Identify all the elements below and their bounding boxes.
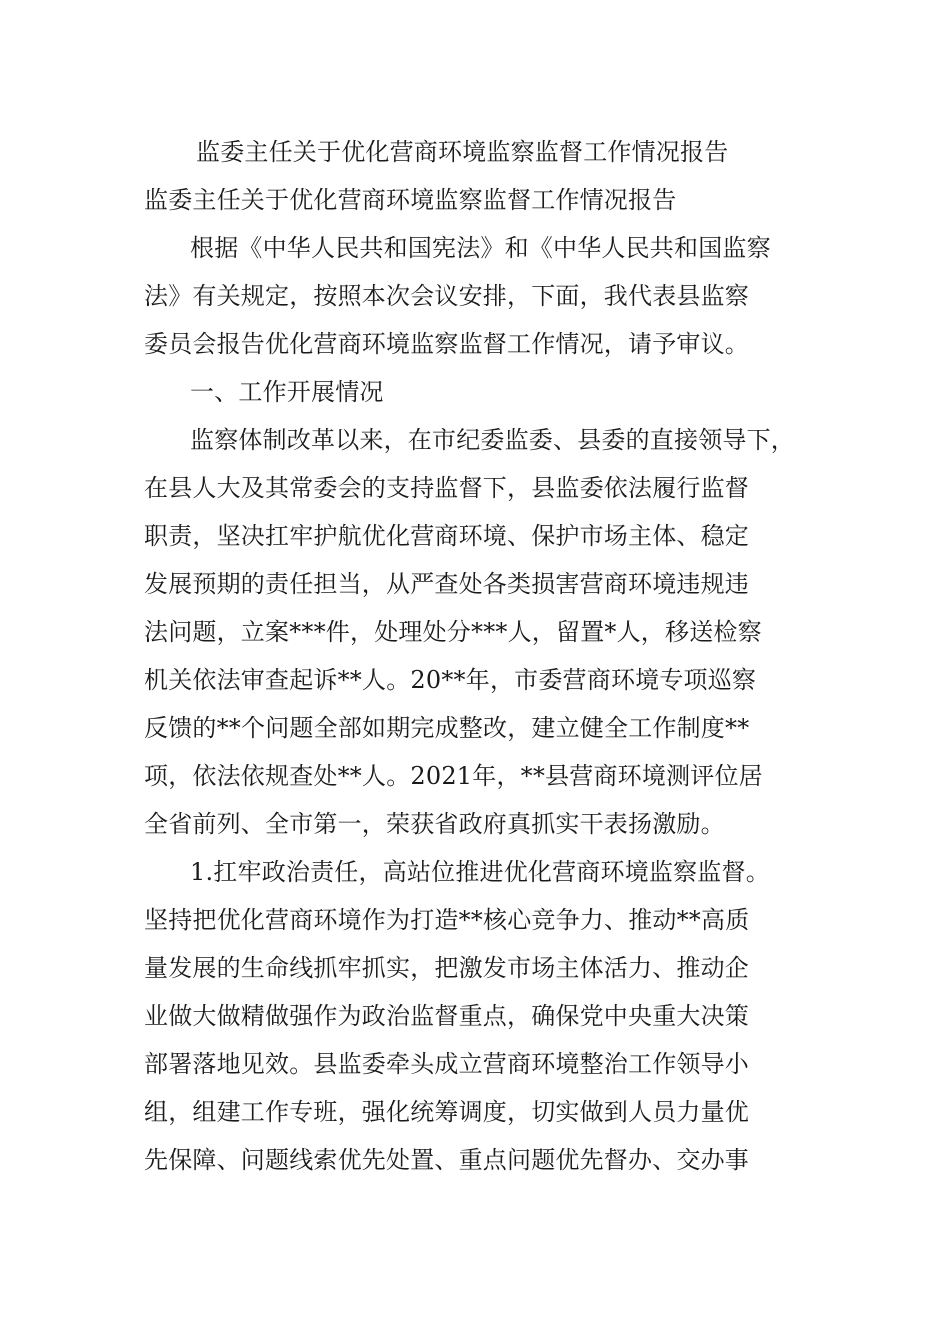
- paragraph-line: 根据《中华人民共和国宪法》和《中华人民共和国监察: [190, 234, 771, 262]
- paragraph-line: 部署落地见效。县监委牵头成立营商环境整治工作领导小: [144, 1050, 749, 1078]
- paragraph-line: 项，依法依规查处**人。2021年，**县营商环境测评位居: [144, 762, 763, 790]
- paragraph-line: 法》有关规定，按照本次会议安排，下面，我代表县监察: [144, 282, 749, 310]
- paragraph-line: 量发展的生命线抓牢抓实，把激发市场主体活力、推动企: [144, 954, 749, 982]
- paragraph-line: 法问题，立案***件，处理处分***人，留置*人，移送检察: [144, 618, 762, 646]
- paragraph-line: 监察体制改革以来，在市纪委监委、县委的直接领导下，: [190, 426, 795, 454]
- paragraph-line: 职责，坚决扛牢护航优化营商环境、保护市场主体、稳定: [144, 522, 749, 550]
- paragraph-line: 发展预期的责任担当，从严查处各类损害营商环境违规违: [144, 570, 749, 598]
- paragraph-line: 在县人大及其常委会的支持监督下，县监委依法履行监督: [144, 474, 749, 502]
- paragraph-line: 先保障、问题线索优先处置、重点问题优先督办、交办事: [144, 1146, 749, 1174]
- subsection-heading: 1.扛牢政治责任，高站位推进优化营商环境监察监督。: [190, 858, 770, 886]
- paragraph-line: 全省前列、全市第一，荣获省政府真抓实干表扬激励。: [144, 810, 725, 838]
- paragraph-line: 组，组建工作专班，强化统筹调度，切实做到人员力量优: [144, 1098, 749, 1126]
- document-title: 监委主任关于优化营商环境监察监督工作情况报告: [196, 138, 729, 166]
- section-heading: 一、工作开展情况: [190, 378, 384, 406]
- document-subtitle: 监委主任关于优化营商环境监察监督工作情况报告: [144, 186, 677, 214]
- paragraph-line: 反馈的**个问题全部如期完成整改，建立健全工作制度**: [144, 714, 750, 742]
- paragraph-line: 业做大做精做强作为政治监督重点，确保党中央重大决策: [144, 1002, 749, 1030]
- paragraph-line: 坚持把优化营商环境作为打造**核心竞争力、推动**高质: [144, 906, 750, 934]
- paragraph-line: 委员会报告优化营商环境监察监督工作情况，请予审议。: [144, 330, 749, 358]
- paragraph-line: 机关依法审查起诉**人。20**年，市委营商环境专项巡察: [144, 666, 757, 694]
